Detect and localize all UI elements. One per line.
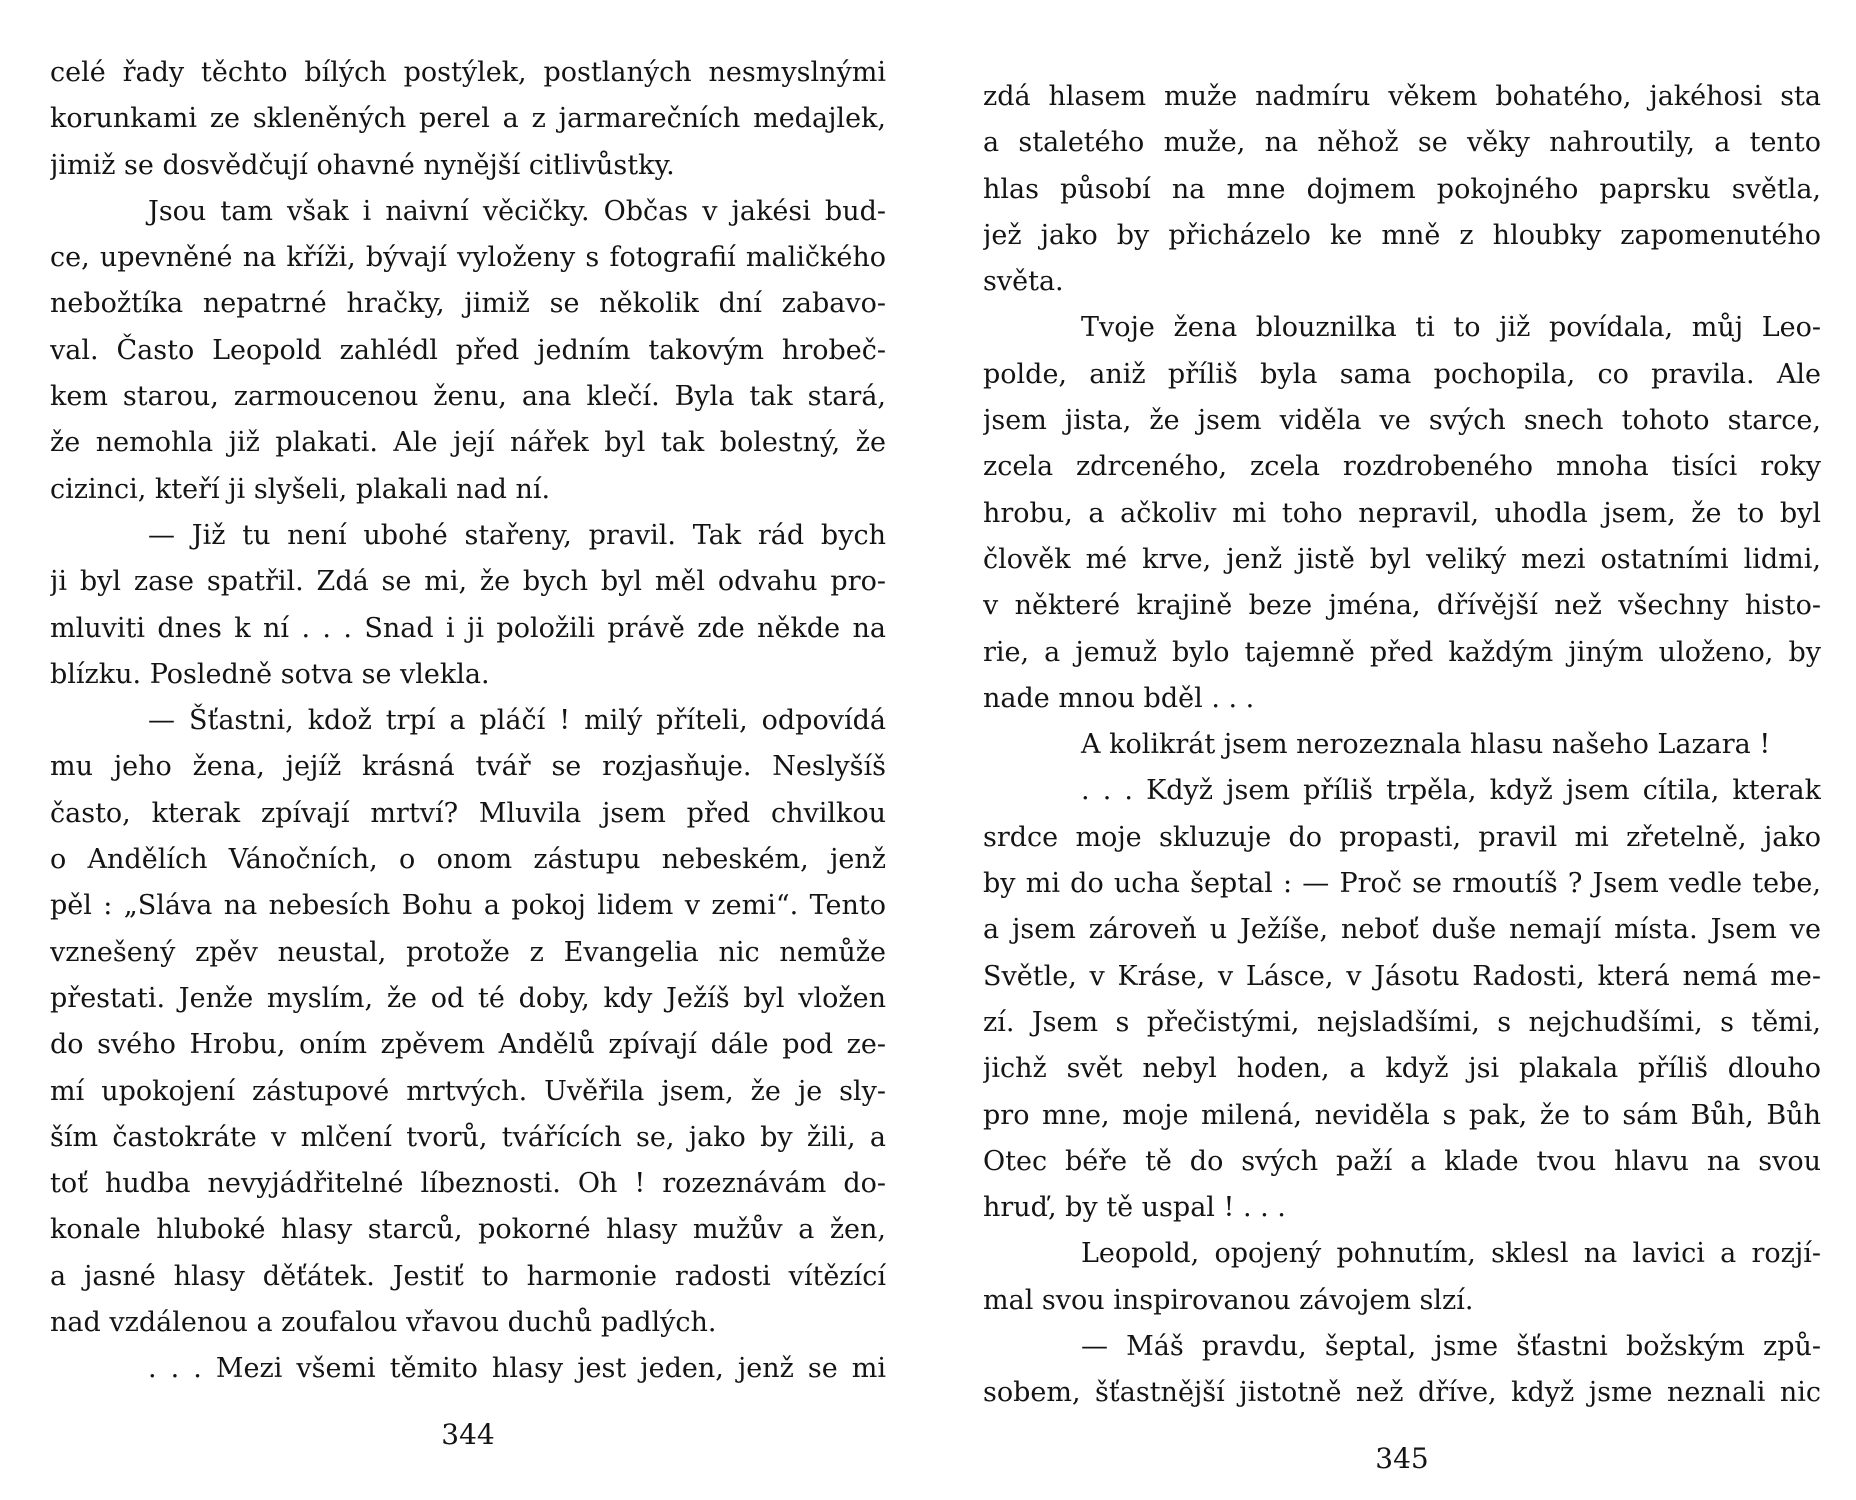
text-line: vznešený zpěv neustal, protože z Evangelia nic nemůže — [50, 936, 886, 968]
text-line: celé řady těchto bílých postýlek, postlaných nesmyslnými — [50, 57, 886, 88]
text-line: ce, upevněné na kříži, bývají vyloženy s fotografií maličkého — [50, 242, 886, 274]
text-line: zcela zdrceného, zcela rozdrobeného mnoha tisíci roky — [983, 451, 1821, 483]
text-line: polde, aniž příliš byla sama pochopila, co pravila. Ale — [983, 358, 1821, 390]
text-line: nebožtíka nepatrné hračky, jimiž se několik dní zabavo- — [50, 288, 886, 320]
text-line: že nemohla již plakati. Ale její nářek byl tak bolestný, že — [50, 427, 886, 459]
text-line: hrobu, a ačkoliv mi toho nepravil, uhodla jsem, že to byl — [983, 497, 1821, 529]
left-page-number: 344 — [441, 1417, 495, 1451]
text-line: zí. Jsem s přečistými, nejsladšími, s nejchudšími, s těmi, — [983, 1006, 1821, 1038]
text-line: A kolikrát jsem nerozeznala hlasu našeho Lazara ! — [1081, 729, 1771, 761]
text-line: Leopold, opojený pohnutím, sklesl na lavici a rozjí- — [1081, 1238, 1821, 1270]
text-line: konale hluboké hlasy starců, pokorné hlasy mužův a žen, — [50, 1214, 886, 1246]
left-page — [50, 50, 886, 1455]
text-line: srdce moje skluzuje do propasti, pravil mi zřetelně, jako — [983, 821, 1821, 853]
text-line: — Máš pravdu, šeptal, jsme šťastni božským způ- — [1081, 1331, 1821, 1363]
text-line: a jsem zároveň u Ježíše, neboť duše nemají místa. Jsem ve — [983, 914, 1821, 946]
right-page — [983, 74, 1821, 1479]
text-line: cizinci, kteří ji slyšeli, plakali nad ní. — [50, 473, 551, 505]
text-line: přestati. Jenže myslím, že od té doby, kdy Ježíš byl vložen — [50, 982, 886, 1014]
left-page-text — [50, 50, 886, 1393]
text-line: mu jeho žena, jejíž krásná tvář se rozjasňuje. Neslyšíš — [50, 751, 886, 783]
text-line: nade mnou bděl . . . — [983, 682, 1255, 714]
text-line: zdá hlasem muže nadmíru věkem bohatého, jakéhosi sta — [983, 81, 1821, 112]
text-line: . . . Mezi všemi těmito hlasy jest jeden, jenž se mi — [148, 1353, 886, 1385]
text-line: Světle, v Kráse, v Lásce, v Jásotu Radosti, která nemá me- — [983, 960, 1821, 992]
right-page-text — [983, 74, 1821, 1417]
text-line: Tvoje žena blouznilka ti to již povídala, můj Leo- — [1081, 312, 1821, 344]
text-line: nad vzdálenou a zoufalou vřavou duchů padlých. — [50, 1307, 717, 1339]
text-line: hlas působí na mne dojmem pokojného paprsku světla, — [983, 173, 1821, 205]
text-line: a jasné hlasy děťátek. Jestiť to harmonie radosti vítězící — [50, 1260, 886, 1292]
text-line: ším častokráte v mlčení tvorů, tvářících se, jako by žili, a — [50, 1121, 886, 1153]
text-line: pro mne, moje milená, neviděla s pak, že to sám Bůh, Bůh — [983, 1099, 1821, 1131]
text-line: do svého Hrobu, oním zpěvem Andělů zpívají dále pod ze- — [50, 1029, 886, 1061]
text-line: val. Často Leopold zahlédl před jedním takovým hrobeč- — [50, 334, 886, 366]
text-line: jichž svět nebyl hoden, a když jsi plakala příliš dlouho — [983, 1053, 1821, 1085]
text-line: blízku. Posledně sotva se vlekla. — [50, 658, 490, 690]
text-line: sobem, šťastnější jistotně než dříve, když jsme neznali nic — [983, 1377, 1821, 1409]
text-line: ji byl zase spatřil. Zdá se mi, že bych byl měl odvahu pro- — [50, 566, 886, 598]
text-line: toť hudba nevyjádřitelné líbeznosti. Oh ! rozeznávám do- — [50, 1168, 886, 1200]
text-line: kem starou, zarmoucenou ženu, ana klečí. Byla tak stará, — [50, 381, 886, 413]
text-line: rie, a jemuž bylo tajemně před každým jiným uloženo, by — [983, 636, 1821, 668]
right-page-number: 345 — [1375, 1441, 1429, 1475]
text-line: o Andělích Vánočních, o onom zástupu nebeském, jenž — [50, 844, 886, 876]
text-line: . . . Když jsem příliš trpěla, když jsem cítila, kterak — [1081, 775, 1821, 807]
text-line: jimiž se dosvědčují ohavné nynější citlivůstky. — [50, 149, 675, 181]
text-line: jež jako by přicházelo ke mně z hloubky zapomenutého — [983, 219, 1821, 251]
text-line: Jsou tam však i naivní věcičky. Občas v jakési bud- — [148, 195, 886, 227]
text-line: mluviti dnes k ní . . . Snad i ji položili právě zde někde na — [50, 612, 886, 644]
text-line: Otec béře tě do svých paží a klade tvou hlavu na svou — [983, 1145, 1821, 1177]
text-line: — Již tu není ubohé stařeny, pravil. Tak rád bych — [148, 519, 886, 551]
text-line: a staletého muže, na něhož se věky nahroutily, a tento — [983, 127, 1821, 159]
text-line: člověk mé krve, jenž jistě byl veliký mezi ostatními lidmi, — [983, 543, 1821, 575]
text-line: — Šťastni, kdož trpí a pláčí ! milý příteli, odpovídá — [148, 705, 886, 737]
text-line: mal svou inspirovanou závojem slzí. — [983, 1284, 1474, 1316]
text-line: pěl : „Sláva na nebesích Bohu a pokoj lidem v zemi“. Tento — [50, 890, 886, 922]
text-line: korunkami ze skleněných perel a z jarmarečních medajlek, — [50, 103, 886, 135]
text-line: často, kterak zpívají mrtví? Mluvila jsem před chvilkou — [50, 797, 886, 829]
text-line: hruď, by tě uspal ! . . . — [983, 1192, 1286, 1224]
text-line: by mi do ucha šeptal : — Proč se rmoutíš ? Jsem vedle tebe, — [983, 868, 1821, 900]
text-line: mí upokojení zástupové mrtvých. Uvěřila jsem, že je sly- — [50, 1075, 886, 1107]
text-line: v některé krajině beze jména, dřívější než všechny histo- — [983, 590, 1821, 622]
text-line: světa. — [983, 266, 1064, 298]
text-line: jsem jista, že jsem viděla ve svých snech tohoto starce, — [983, 405, 1821, 437]
